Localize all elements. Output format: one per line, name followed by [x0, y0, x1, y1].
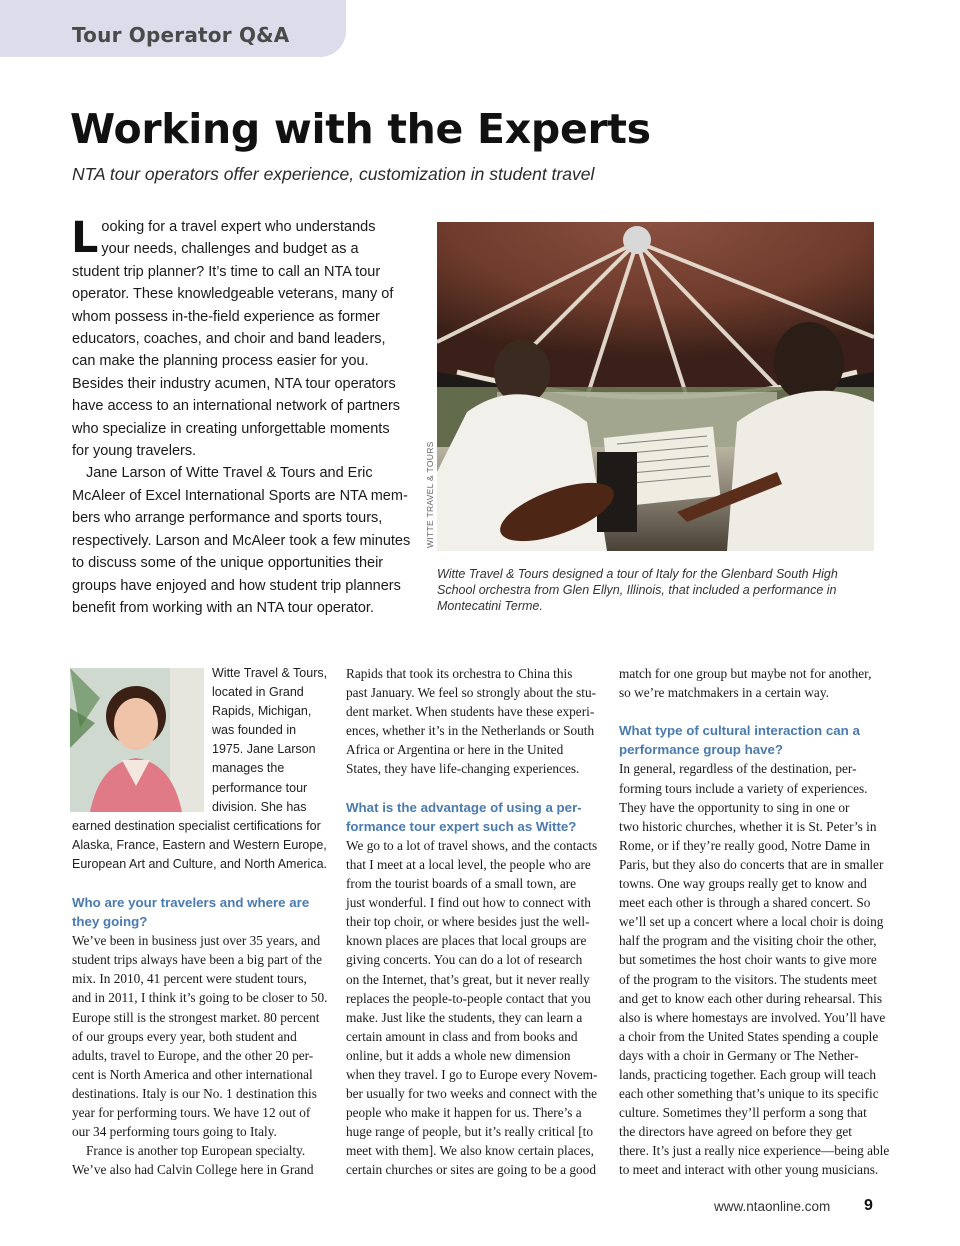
bio-line: Witte Travel & Tours, — [212, 666, 328, 680]
intro-line: student trip planner? It’s time to call an NTA tour — [72, 263, 381, 280]
column-1 — [72, 893, 330, 1179]
body-line: of our groups every year, both student and — [72, 1028, 297, 1044]
spacer — [619, 702, 889, 721]
bio-line: manages the — [212, 761, 285, 776]
body-line: just wonderful. I find out how to connect with — [346, 895, 591, 911]
body-line: their top choir, or where besides just the well- — [346, 914, 590, 930]
body-line: dent market. When students have these experi- — [346, 704, 595, 720]
body-line: past January. We feel so strongly about the stu- — [346, 685, 597, 701]
body-line: and in 2011, I think it’s going to be closer to 50. — [72, 990, 328, 1006]
body-line: of the program to the visitors. The students meet — [619, 971, 877, 987]
section-tab — [0, 0, 346, 57]
body-line: there. It’s just a really nice experience—being able — [619, 1143, 890, 1159]
body-line: online, but it adds a whole new dimension — [346, 1047, 571, 1063]
body-line: Paris, but they also do concerts that are in smaller — [619, 856, 884, 872]
column-2 — [346, 664, 604, 1180]
body-line: year for performing tours. We have 12 out of — [72, 1105, 311, 1121]
body-line: towns. One way groups really get to know and — [619, 876, 867, 892]
body-line: and get to know each other during rehearsal. This — [619, 990, 883, 1006]
intro-line: ooking for a travel expert who understands — [101, 219, 376, 235]
intro-line: bers who arrange performance and sports tours, — [72, 510, 383, 527]
body-line: match for one group but maybe not for another, — [619, 666, 872, 681]
body-line: people who make it happen for us. There’s a — [346, 1105, 582, 1121]
intro-line: Besides their industry acumen, NTA tour operators — [72, 375, 396, 392]
body-line: France is another top European specialty. — [86, 1143, 306, 1159]
photo-credit: WITTE TRAVEL & TOURS — [425, 441, 435, 548]
body-line: our 34 performing tours going to Italy. — [72, 1124, 277, 1140]
intro-text — [71, 213, 412, 619]
bio-line: Rapids, Michigan, — [212, 704, 312, 719]
body-line: on the Internet, that’s great, but it never really — [346, 971, 590, 987]
article-title: Working with the Experts — [70, 105, 651, 153]
intro-line: benefit from working with an NTA tour operator. — [72, 599, 374, 616]
body-line: Africa or Argentina or here in the United — [346, 742, 564, 758]
body-line: Rome, or if they’re really good, Notre Dame in — [619, 837, 871, 853]
body-line: when they travel. I go to Europe every Novem- — [346, 1066, 598, 1082]
body-line: destinations. Italy is our No. 1 destination this — [72, 1085, 317, 1101]
body-line: adults, travel to Europe, and the other 20 per- — [72, 1047, 314, 1063]
bio-line: performance tour — [212, 780, 308, 795]
body-line: giving concerts. You can do a lot of research — [346, 952, 583, 968]
intro-line: Jane Larson of Witte Travel & Tours and Eric — [86, 465, 373, 482]
body-line: culture. Sometimes they’ll perform a song that — [619, 1105, 867, 1121]
intro-line: who specialize in creating unforgettable moments — [72, 420, 390, 437]
body-line: cent is North America and other international — [72, 1066, 313, 1082]
body-line: but sometimes the host choir wants to give more — [619, 952, 877, 968]
caption-line: School orchestra from Glen Ellyn, Illinois, that included a performance in — [437, 583, 837, 597]
intro-line: operator. These knowledgeable veterans, many of — [72, 286, 394, 303]
body-line: We’ve also had Calvin College here in Grand — [72, 1162, 314, 1178]
body-line: huge range of people, but it’s really critical [to — [346, 1124, 594, 1140]
body-line: Europe still is the strongest market. 80 percent — [72, 1009, 320, 1025]
body-line: States, they have life-changing experiences. — [346, 761, 580, 777]
body-line: replaces the people-to-people contact that you — [346, 990, 591, 1006]
body-line: Rapids that took its orchestra to China this — [346, 666, 573, 681]
question-heading: Who are your travelers and where are — [72, 895, 310, 910]
body-line: also is where homestays are involved. You’ll have — [619, 1009, 886, 1025]
body-line: certain amount in class and from books and — [346, 1028, 578, 1044]
page-number: 9 — [864, 1197, 873, 1214]
column-3 — [619, 664, 889, 1180]
body-line: make. Just like the students, they can learn a — [346, 1009, 583, 1025]
question-heading: What type of cultural interaction can a — [619, 723, 860, 739]
question-heading: formance tour expert such as Witte? — [346, 818, 577, 834]
body-line: half the program and the visiting choir the other, — [619, 933, 877, 949]
intro-line: for young travelers. — [72, 443, 197, 460]
body-line: ences, whether it’s in the Netherlands or South — [346, 723, 595, 739]
footer-url[interactable]: www.ntaonline.com — [714, 1199, 831, 1214]
body-line: a choir from the United States spending a couple — [619, 1028, 879, 1044]
body-line: lands, practicing together. Each group will teach — [619, 1066, 876, 1082]
bio-line: 1975. Jane Larson — [212, 742, 316, 757]
bio-line: Alaska, France, Eastern and Western Europe, — [72, 837, 327, 852]
body-line: forming tours include a variety of experiences. — [619, 780, 868, 796]
photo-caption — [437, 566, 877, 614]
body-line: ber usually for two weeks and connect with the — [346, 1086, 598, 1102]
body-line: two historic churches, whether it is St. Peter’s in — [619, 818, 877, 834]
body-line: we’ll set up a concert where a local choir is doing — [619, 914, 884, 930]
body-line: We’ve been in business just over 35 years, and — [72, 933, 321, 949]
body-line: They have the opportunity to sing in one or — [619, 799, 850, 815]
bio-text — [72, 664, 332, 874]
intro-line: can make the planning process easier for you. — [72, 353, 369, 370]
body-line: each other something that’s unique to its specific — [619, 1086, 879, 1102]
bio-line: was founded in — [212, 723, 297, 738]
bio-line: European Art and Culture, and North America. — [72, 856, 328, 871]
body-line: In general, regardless of the destination, per- — [619, 761, 857, 777]
body-line: known places are places that local groups are — [346, 933, 587, 949]
orchestra-photo — [437, 222, 874, 551]
body-line: to meet and interact with other young musicians. — [619, 1162, 879, 1178]
bio-line: division. She has — [212, 799, 307, 814]
body-line: meet each other is through a shared concert. So — [619, 895, 871, 911]
intro-line: have access to an international network of partners — [72, 398, 401, 415]
question-heading: performance group have? — [619, 742, 784, 758]
body-line: days with a choir in Germany or The Nether- — [619, 1047, 859, 1063]
caption-line: Witte Travel & Tours designed a tour of Italy for the Glenbard South High — [437, 567, 838, 581]
section-label: Tour Operator Q&A — [72, 23, 290, 47]
intro-line: McAleer of Excel International Sports are NTA mem- — [72, 487, 408, 504]
spacer — [346, 779, 604, 798]
intro-line: groups have enjoyed and how student trip planners — [72, 577, 401, 594]
article-subtitle: NTA tour operators offer experience, customization in student travel — [72, 164, 595, 184]
body-line: mix. In 2010, 41 percent were student tours, — [72, 971, 307, 987]
intro-line: whom possess in-the-field experience as former — [72, 308, 380, 325]
bio-line: earned destination specialist certifications for — [72, 818, 321, 833]
body-line: We go to a lot of travel shows, and the contacts — [346, 837, 598, 853]
intro-line: educators, coaches, and choir and band leaders, — [72, 331, 386, 348]
caption-line: Montecatini Terme. — [437, 599, 543, 613]
bio-line: located in Grand — [212, 685, 304, 700]
question-heading: they going? — [72, 914, 148, 930]
body-line: student trips always have been a big part of the — [72, 952, 322, 968]
body-line: that I meet at a local level, the people who are — [346, 856, 591, 872]
intro-line: your needs, challenges and budget as a — [101, 241, 359, 258]
body-line: certain churches or sites are going to be a good — [346, 1162, 596, 1178]
body-line: meet with them]. We also know certain places, — [346, 1143, 594, 1159]
drop-cap: L — [71, 213, 99, 263]
intro-line: to discuss some of the unique opportunities their — [72, 555, 384, 572]
body-line: from the tourist boards of a small town, are — [346, 876, 577, 892]
question-heading: What is the advantage of using a per- — [346, 799, 582, 815]
intro-line: respectively. Larson and McAleer took a few minutes — [72, 532, 411, 549]
body-line: the directors have agreed on before they get — [619, 1124, 852, 1140]
orchestra-photo-illustration — [437, 222, 874, 551]
body-line: so we’re matchmakers in a certain way. — [619, 685, 829, 701]
